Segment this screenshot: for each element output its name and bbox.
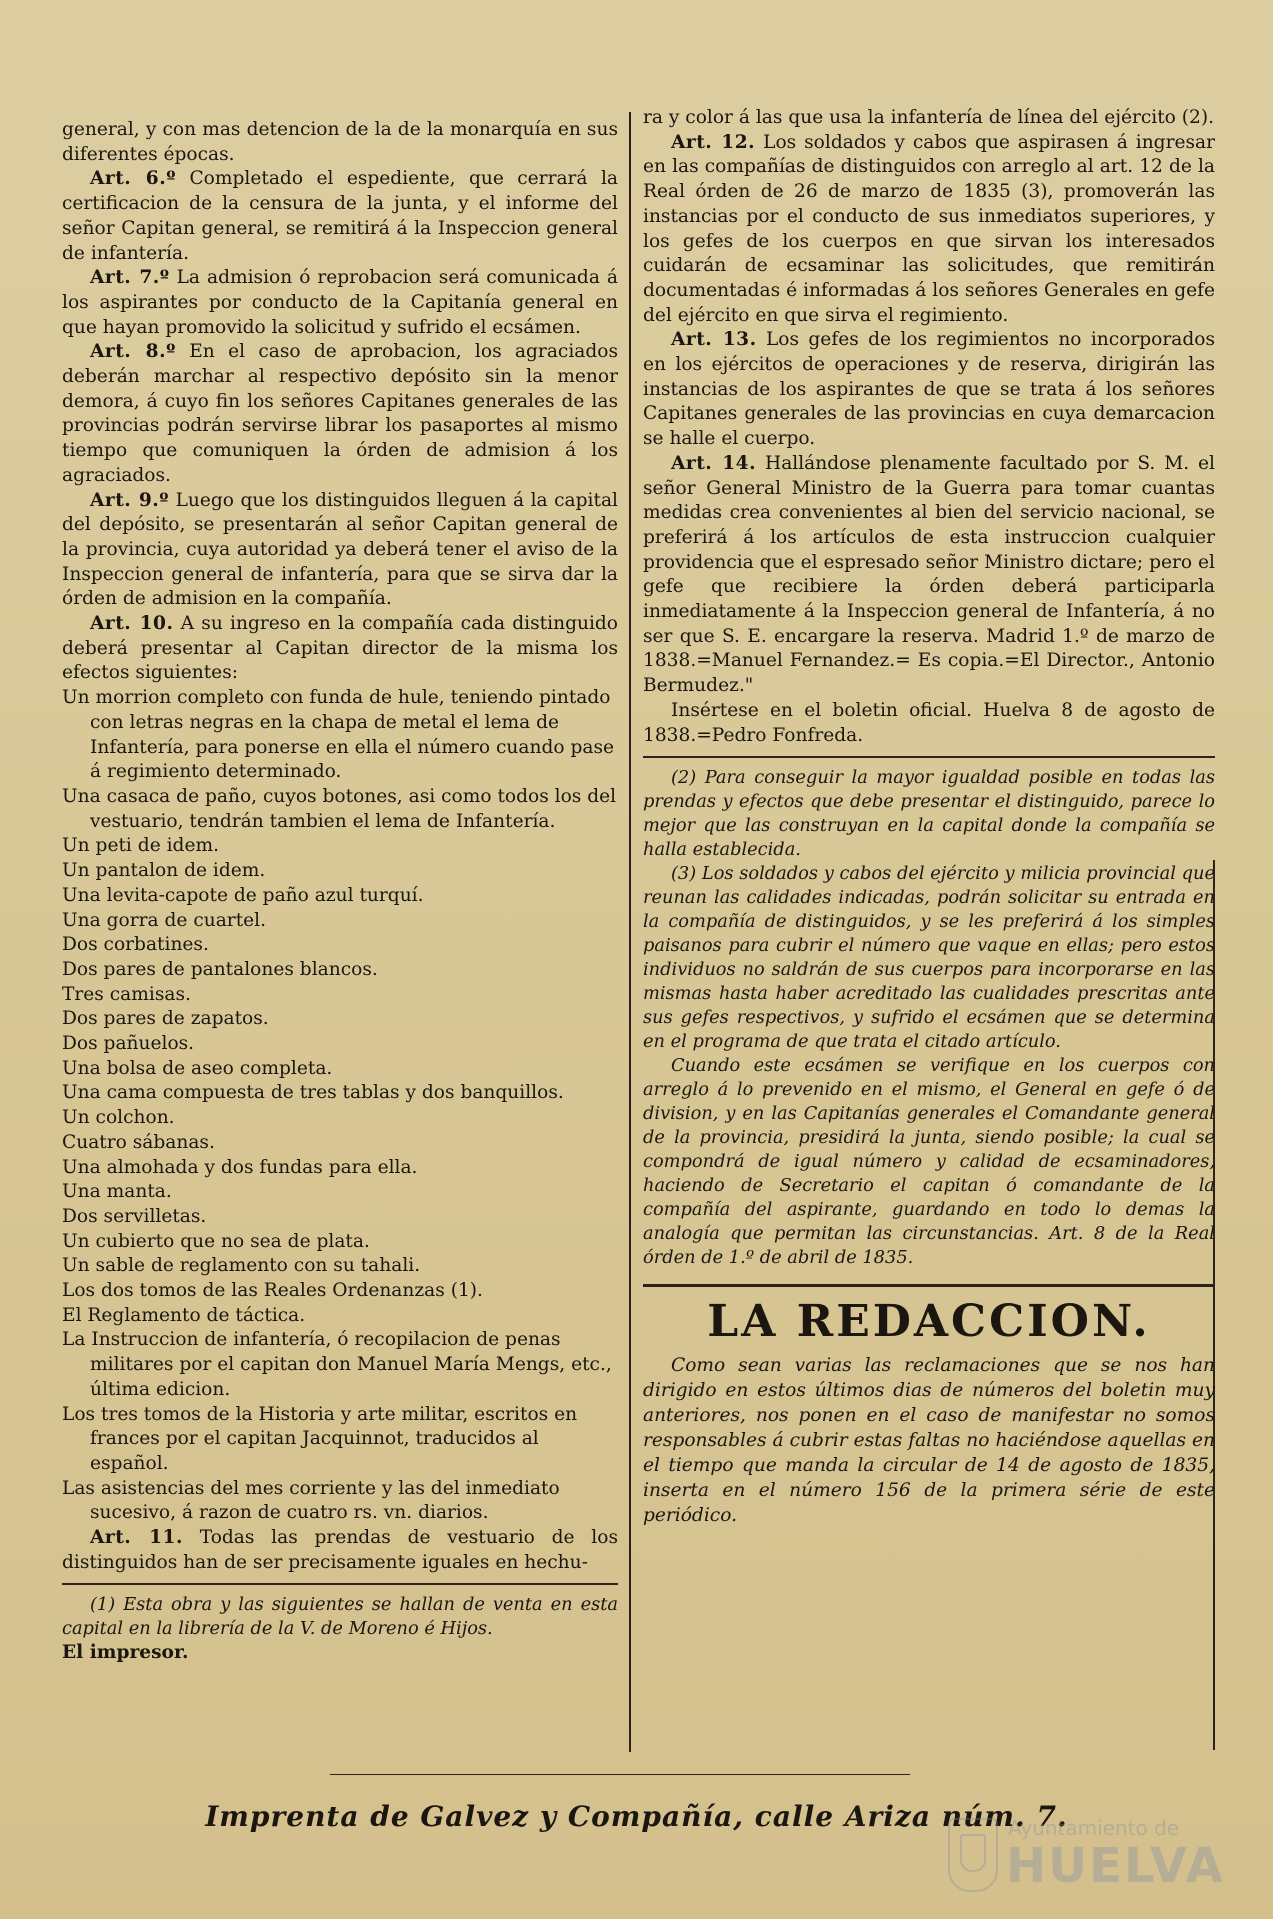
list-item: El Reglamento de táctica. — [62, 1304, 306, 1326]
article-11-label: Art. 11. — [90, 1527, 183, 1549]
article-13-label: Art. 13. — [671, 329, 757, 351]
list-item: Los dos tomos de las Reales Ordenanzas (1). — [62, 1280, 483, 1302]
article-12-text: Los soldados y cabos que aspirasen á ingresar en las compañías de distinguidos con arreglo al art. 12 de la Real órden de 26 de marzo de 1835 (3), promoverán las instancias por el conducto de sus inmediatos superiores, y los gefes de los cuerpos en que sirvan los interesados cuidarán de ecsaminar las solicitudes, que remitirán documentadas é informadas á los señores Generales en gefe del ejército en que sirva el regimiento. — [643, 131, 1215, 326]
list-item: Una gorra de cuartel. — [62, 909, 267, 931]
huelva-crest-icon — [948, 1818, 998, 1892]
article-9-text: Luego que los distinguidos lleguen á la capital del depósito, se presentarán al señor Capitan general de la provincia, cuya autoridad ya deberá tener el aviso de la Inspeccion general de infantería, para que se sirva dar la órden de admision en la compañía. — [62, 489, 618, 610]
article-7-label: Art. 7.º — [90, 267, 170, 289]
insertion-order: Insértese en el boletin oficial. Huelva 8 de agosto de 1838.=Pedro Fonfreda. — [643, 699, 1215, 746]
editorial-notice — [643, 1284, 1215, 1528]
article-11 — [62, 1526, 618, 1575]
article-8-label: Art. 8.º — [90, 341, 176, 363]
footer-divider — [330, 1774, 910, 1775]
list-item: Un pantalon de idem. — [62, 860, 266, 882]
list-item: Un morrion completo con funda de hule, teniendo pintado con letras negras en la chapa de metal el lema de Infantería, para ponerse en ella el número cuando pase á regimiento determinado. — [62, 687, 614, 783]
left-intro-paragraph: general, y con mas detencion de la de la monarquía en sus diferentes épocas. — [62, 119, 618, 165]
footnote-3-continued: Cuando este ecsámen se verifique en los cuerpos con arreglo á lo prevenido en el mismo, el General en gefe ó de division, y en las Capitanías generales el Comandante general de la provincia, presidirá la junta, siendo posible; la cual se compondrá de igual número y calidad de ecsaminadores, haciendo de Secretario el capitan ó comandante de la compañía del aspirante, guardando en todo lo demas la analogía que permitan las circunstancias. Art. 8 de la Real órden de 1.º de abril de 1835. — [643, 1055, 1215, 1269]
article-11-text: Todas las prendas de vestuario de los distinguidos han de ser precisamente iguales en hechu- — [62, 1527, 618, 1573]
list-item: Tres camisas. — [62, 983, 191, 1005]
article-9-label: Art. 9.º — [90, 489, 170, 511]
article-7-text: La admision ó reprobacion será comunicada á los aspirantes por conducto de la Capitanía general en que hayan promovido la solicitud y sufrido el ecsámen. — [62, 267, 618, 338]
footnote-3: (3) Los soldados y cabos del ejército y milicia provincial que reunan las calidades indicadas, podrán solicitar su entrada en la compañía de distinguidos, y se les preferirá á los simples paisanos para cubrir el número que vaque en ellas; pero estos individuos no saldrán de sus cuerpos para incorporarse en las mismas hasta haber acreditado las cualidades prescritas ante sus gefes respectivos, y sufrido el ecsámen que se determina en el programa de que trata el citado artículo. — [643, 863, 1215, 1053]
article-6-label: Art. 6.º — [90, 168, 176, 190]
footnote-1-signature: El impresor. — [62, 1642, 189, 1664]
list-item: Dos servilletas. — [62, 1205, 207, 1227]
article-10-text: A su ingreso en la compañía cada distinguido deberá presentar al Capitan director de la misma los efectos siguientes: — [62, 613, 618, 684]
effects-list — [62, 686, 618, 1526]
footnote-divider — [643, 756, 1215, 758]
list-item: Una almohada y dos fundas para ella. — [62, 1156, 418, 1178]
watermark-line-2: HUELVA — [1006, 1838, 1225, 1894]
watermark-line-1: Ayuntamiento de — [1008, 1816, 1180, 1840]
article-6-text: Completado el espediente, que cerrará la certificacion de la censura de la junta, y el informe del señor Capitan general, se remitirá á la Inspeccion general de infantería. — [62, 168, 618, 264]
right-column — [643, 106, 1215, 1528]
editorial-title: LA REDACCION. — [707, 1296, 1151, 1348]
editorial-body: Como sean varias las reclamaciones que se nos han dirigido en estos últimos dias de números del boletin muy anteriores, nos ponen en el caso de manifestar no somos responsables á cubrir estas faltas no haciéndose aquellas en el tiempo que manda la circular de 14 de agosto de 1835, inserta en el número 156 de la primera série de este periódico. — [643, 1355, 1215, 1527]
list-item: Los tres tomos de la Historia y arte militar, escritos en frances por el capitan Jacquinnot, traducidos al español. — [62, 1403, 578, 1474]
article-8-text: En el caso de aprobacion, los agraciados deberán marchar al respectivo depósito sin la menor demora, á cuyo fin los señores Capitanes generales de las provincias podrán servirse librar los pasaportes al mismo tiempo que comuniquen la órden de admision á los agraciados. — [62, 341, 618, 486]
article-12-label: Art. 12. — [671, 131, 756, 153]
list-item: Dos pares de pantalones blancos. — [62, 958, 378, 980]
list-item: Cuatro sábanas. — [62, 1131, 215, 1153]
article-14-text: Hallándose plenamente facultado por S. M. el señor General Ministro de la Guerra para tomar cuantas medidas crea convenientes al bien del servicio nacional, se preferirá á los artículos de esta instruccion cualquier providencia que el espresado señor Ministro dictare; pero el gefe que recibiere la órden deberá participarla inmediatamente á la Inspeccion general de Infantería, á no ser que S. E. encargare la reserva. Madrid 1.º de marzo de 1838.=Manuel Fernandez.= Es copia.=El Director., Antonio Bermudez." — [643, 452, 1216, 697]
archive-watermark — [948, 1812, 1225, 1902]
article-13-text: Los gefes de los regimientos no incorporados en los ejércitos de operaciones y de reserva, dirigirán las instancias de los aspirantes de que se trata á los señores Capitanes generales de las provincias en cuya demarcacion se halle el cuerpo. — [643, 329, 1215, 450]
column-divider — [629, 112, 631, 1752]
article-13 — [643, 328, 1215, 452]
list-item: Dos corbatines. — [62, 934, 209, 956]
list-item: Dos pañuelos. — [62, 1033, 195, 1055]
footnotes-block — [643, 766, 1215, 1270]
list-item: Una cama compuesta de tres tablas y dos banquillos. — [62, 1082, 564, 1104]
list-item: Las asistencias del mes corriente y las del inmediato sucesivo, á razon de cuatro rs. vn. diarios. — [62, 1477, 560, 1524]
article-14-label: Art. 14. — [671, 452, 757, 474]
list-item: Una casaca de paño, cuyos botones, asi como todos los del vestuario, tendrán tambien el lema de Infantería. — [62, 785, 617, 832]
list-item: Dos pares de zapatos. — [62, 1008, 269, 1030]
article-10 — [62, 612, 618, 686]
article-6 — [62, 167, 618, 266]
list-item: Un colchon. — [62, 1107, 175, 1129]
list-item: Una levita-capote de paño azul turquí. — [62, 884, 424, 906]
right-intro-paragraph: ra y color á las que usa la infantería de línea del ejército (2). — [643, 107, 1215, 128]
footnote-2: (2) Para conseguir la mayor igualdad posible en todas las prendas y efectos que debe presentar el distinguido, parece lo mejor que las construyan en la capital donde la compañía se halla establecida. — [643, 767, 1215, 861]
article-8 — [62, 340, 618, 488]
list-item: Una manta. — [62, 1181, 172, 1203]
article-7 — [62, 266, 618, 340]
list-item: Una bolsa de aseo completa. — [62, 1057, 333, 1079]
article-10-label: Art. 10. — [90, 613, 174, 635]
left-column — [62, 118, 618, 1666]
footnote-1: (1) Esta obra y las siguientes se hallan de venta en esta capital en la librería de la V. de Moreno é Hijos. — [62, 1594, 618, 1640]
list-item: Un sable de reglamento con su tahali. — [62, 1255, 421, 1277]
list-item: Un peti de idem. — [62, 835, 220, 857]
article-14 — [643, 452, 1215, 699]
printer-footer: Imprenta de Galvez y Compañía, calle Ariza núm. 7. — [205, 1800, 1068, 1833]
footnote-divider — [62, 1583, 618, 1585]
article-9 — [62, 489, 618, 613]
article-12 — [643, 131, 1215, 329]
list-item: Un cubierto que no sea de plata. — [62, 1230, 370, 1252]
list-item: La Instruccion de infantería, ó recopilacion de penas militares por el capitan don Manuel María Mengs, etc., última edicion. — [62, 1329, 612, 1400]
